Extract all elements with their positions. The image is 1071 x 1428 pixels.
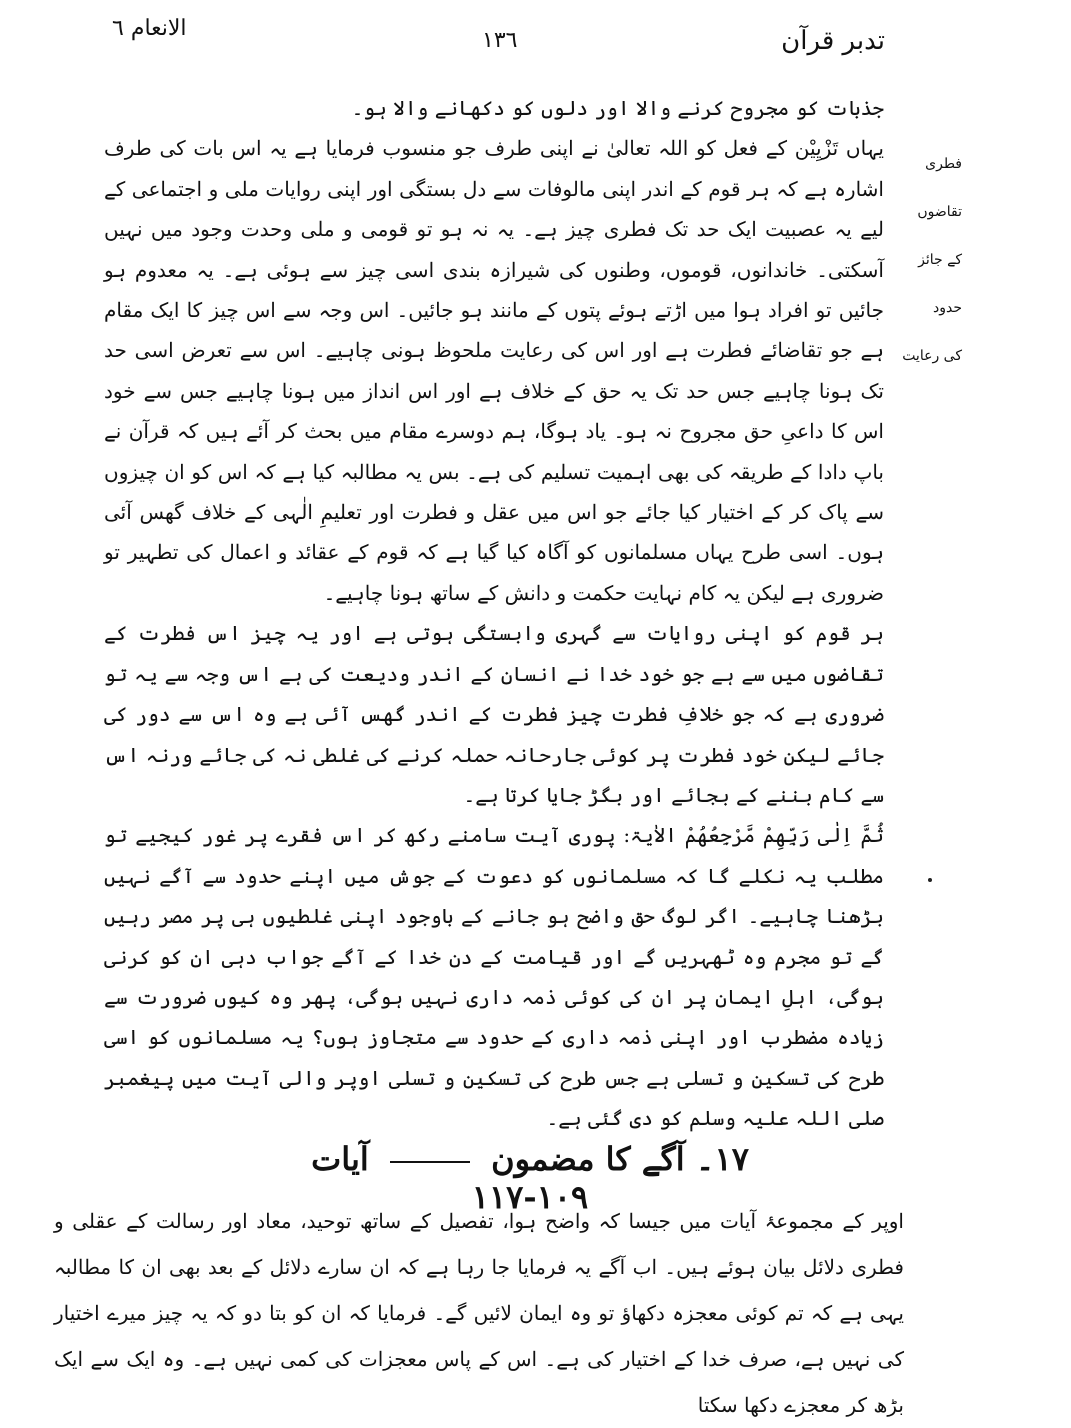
margin-dot bbox=[928, 878, 932, 882]
heading-dash bbox=[390, 1161, 470, 1163]
section-heading-verses: آیات ۱۰۹-۱۱۷ bbox=[311, 1140, 589, 1216]
paragraph: ہر قوم کو اپنی روایات سے گہری وابستگی ہوتی ہے اور یہ چیز اس فطرت کے تقاضوں میں سے ہے جو خود خدا نے انسان کے اندر ودیعت کی ہے اس وجہ سے یہ تو ضروری ہے کہ جو خلافِ فطرت چیز فطرت کے اندر گھس آئی ہے وہ اس سے دور کی جائے لیکن خود فطرت پر کوئی جارحانہ حملہ کرنے کی غلطی نہ کی جائے ورنہ اس سے کام بننے کے بجائے اور بگڑ جایا کرتا ہے۔ bbox=[104, 621, 884, 807]
paragraph: ثُمَّ اِلٰی رَبِّهِمْ مَّرْجِعُهُمْ الاٰیۃ: پوری آیت سامنے رکھ کر اس فقرے پر غور کیجیے تو مطلب یہ نکلے گا کہ مسلمانوں کو دعوت کے جوش میں اپنے حدود سے آگے نہیں بڑھنا چاہیے۔ اگر لوگ حق واضح ہو جانے کے باوجود اپنی غلطیوں ہی پر مصر رہیں گے تو مجرم وہ ٹھہریں گے اور قیامت کے دن خدا کے آگے جواب دہی ان کو کرنی ہوگی، اہلِ ایمان پر ان کی کوئی ذمہ داری نہیں ہوگی، پھر وہ کیوں ضرورت سے زیادہ مضطرب اور اپنی ذمہ داری کے حدود سے متجاوز ہوں؟ یہ مسلمانوں کو اسی طرح کی تسکین و تسلی ہے جس طرح کی تسکین و تسلی اوپر والی آیت میں پیغمبر صلی اللہ علیہ وسلم کو دی گئی ہے۔ bbox=[104, 823, 884, 1131]
book-title: تدبر قرآن bbox=[781, 26, 885, 56]
page-number: ١٣٦ bbox=[482, 28, 518, 53]
margin-note bbox=[890, 140, 962, 380]
margin-note-line: کے جائز حدود bbox=[918, 252, 962, 316]
margin-note-line: کی رعایت bbox=[902, 348, 962, 364]
section-heading-title: ۱۷۔ آگے کا مضمون bbox=[491, 1140, 749, 1178]
paragraph: اوپر کے مجموعۂ آیات میں جیسا کہ واضح ہوا، تفصیل کے ساتھ توحید، معاد اور رسالت کے عقلی و فطری دلائل بیان ہوئے ہیں۔ اب آگے یہ فرمایا جا رہا ہے کہ ان سارے دلائل کے بعد بھی ان کا مطالبہ یہی ہے کہ تم کوئی معجزہ دکھاؤ تو وہ ایمان لائیں گے۔ فرمایا کہ ان کو بتا دو کہ یہ چیز میرے اختیار کی نہیں ہے، صرف خدا کے اختیار کی ہے۔ اس کے پاس معجزات کی کمی نہیں ہے۔ وہ ایک سے ایک بڑھ کر معجزے دکھا سکتا bbox=[54, 1209, 904, 1417]
section-text bbox=[54, 1198, 904, 1428]
paragraph: یہاں تَزْیِیْن کے فعل کو اللہ تعالیٰ نے اپنی طرف جو منسوب فرمایا ہے یہ اس بات کی طرف اشارہ ہے کہ ہر قوم کے اندر اپنی مالوفات سے دل بستگی اور اپنی روایات ملی و اجتماعی کے لیے یہ عصبیت ایک حد تک فطری چیز ہے۔ یہ نہ ہو تو قومی و ملی وحدت وجود میں نہیں آسکتی۔ خاندانوں، قوموں، وطنوں کی شیرازہ بندی اسی چیز سے ہوئی ہے۔ یہ معدوم ہو جائیں تو افراد ہوا میں اڑتے ہوئے پتوں کے مانند ہو جائیں۔ اس وجہ سے اس چیز کا ایک مقام ہے جو تقاضائے فطرت ہے اور اس کی رعایت ملحوظ ہونی چاہیے۔ اس سے تعرض اسی حد تک ہونا چاہیے جس حد تک یہ حق کے خلاف ہے اور اس انداز میں ہونا چاہیے جس سے خود اس کا داعیِ حق مجروح نہ ہو۔ یاد ہوگا، ہم دوسرے مقام میں بحث کر آئے ہیں کہ قرآن نے باپ دادا کے طریقہ کی بھی اہمیت تسلیم کی ہے۔ بس یہ مطالبہ کیا ہے کہ اس کو ان چیزوں سے پاک کر کے اختیار کیا جائے جو اس میں عقل و فطرت اور تعلیمِ الٰہی کے خلاف گھس آئی ہوں۔ اسی طرح یہاں مسلمانوں کو آگاہ کیا گیا ہے کہ قوم کے عقائد و اعمال کی تطہیر تو ضروری ہے لیکن یہ کام نہایت حکمت و دانش کے ساتھ ہونا چاہیے۔ bbox=[104, 136, 884, 605]
margin-note-line: فطری تقاضوں bbox=[917, 156, 962, 220]
paragraph: جذبات کو مجروح کرنے والا اور دلوں کو دکھانے والا ہو۔ bbox=[351, 96, 884, 120]
surah-header: الانعام ٦ bbox=[112, 16, 187, 41]
main-text bbox=[104, 88, 884, 1139]
